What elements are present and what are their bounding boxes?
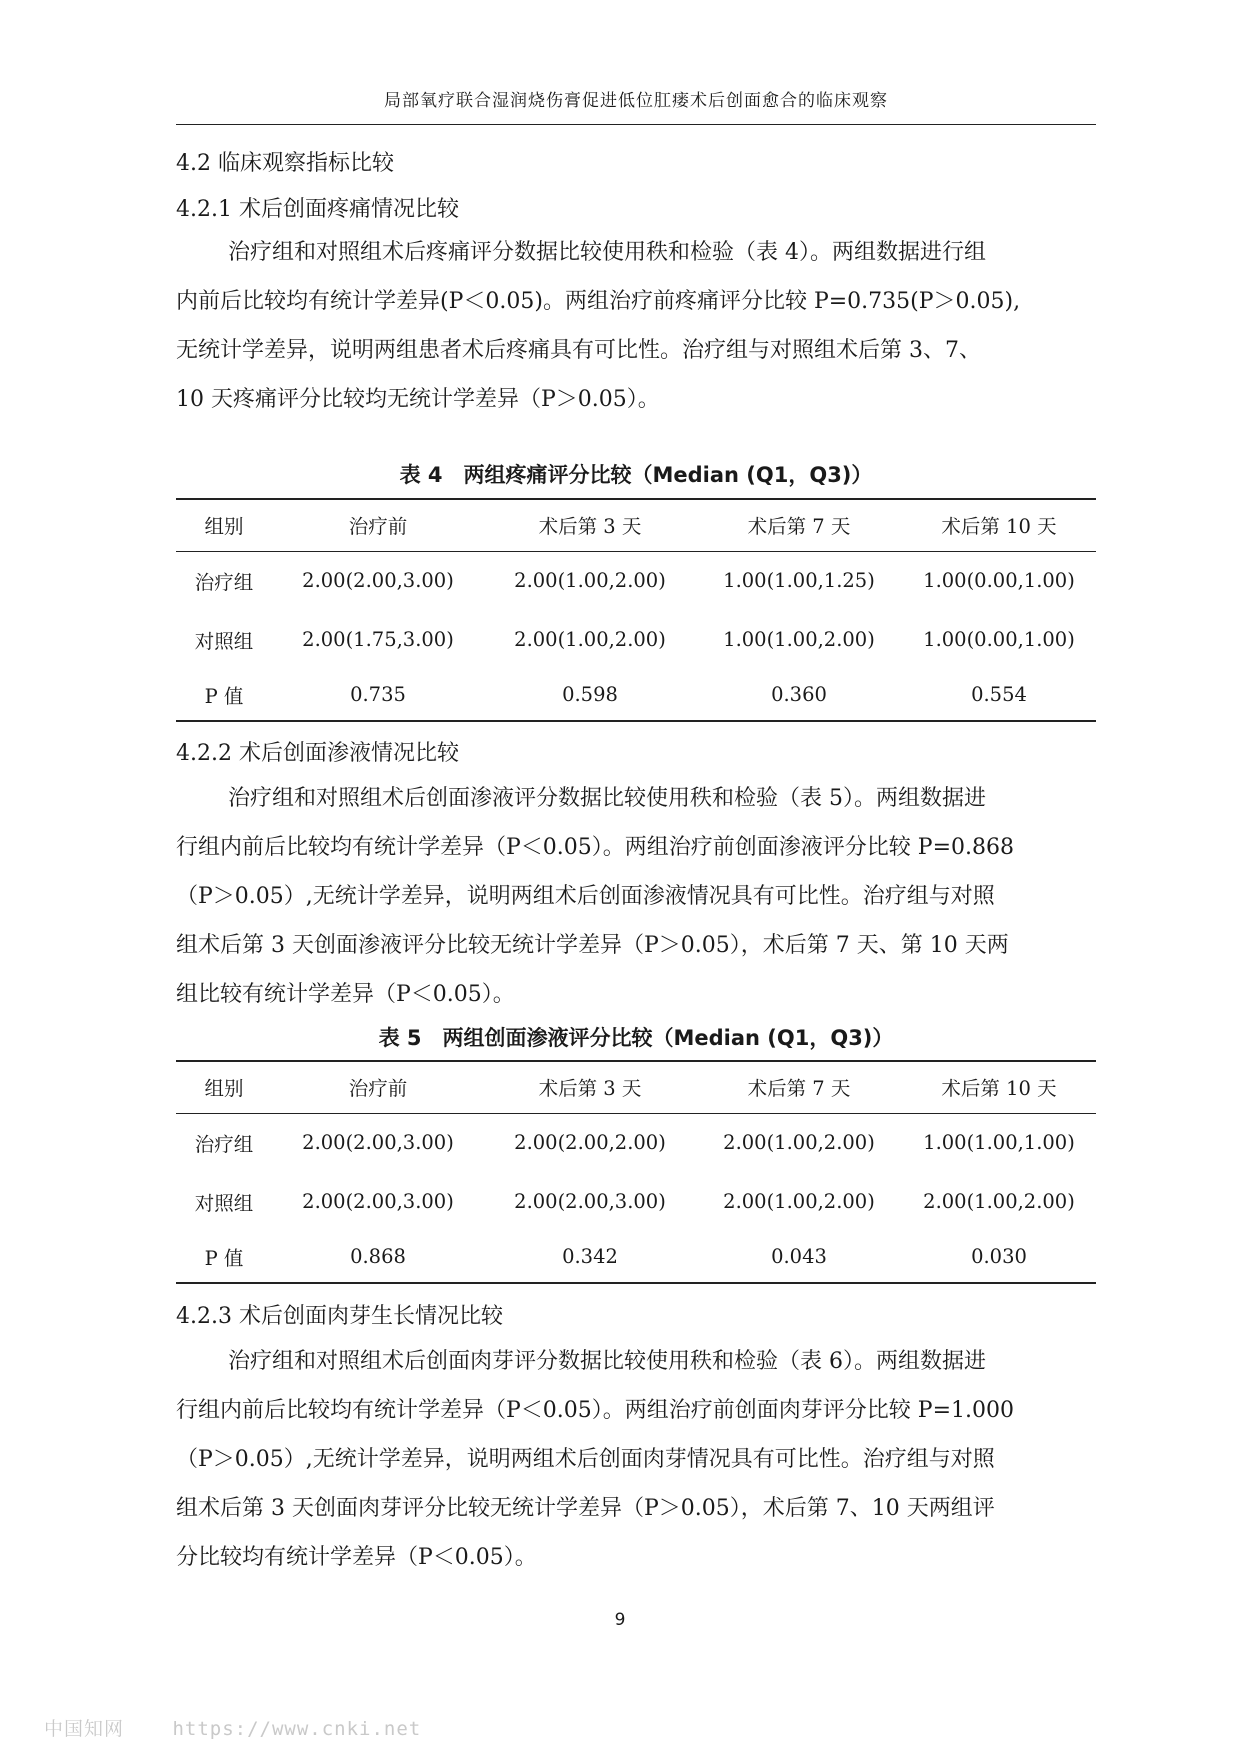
column-header: 术后第 3 天 <box>538 515 642 539</box>
paragraph-line: （P＞0.05）,无统计学差异，说明两组术后创面渗液情况具有可比性。治疗组与对照 <box>176 884 995 909</box>
table-cell: P 值 <box>204 1246 244 1270</box>
cnki-watermark <box>44 1714 421 1741</box>
table5 <box>176 1060 1096 1284</box>
running-header: 局部氧疗联合湿润烧伤膏促进低位肛瘘术后创面愈合的临床观察 <box>384 91 888 111</box>
column-header: 组别 <box>204 1077 244 1101</box>
paragraph-line: 治疗组和对照组术后疼痛评分数据比较使用秩和检验（表 4）。两组数据进行组 <box>228 240 986 265</box>
paragraph-line: 行组内前后比较均有统计学差异（P＜0.05）。两组治疗前创面肉芽评分比较 P=1.000 <box>176 1398 1015 1423</box>
table-cell: 1.00(1.00,1.25) <box>723 569 875 593</box>
paragraph-line: 行组内前后比较均有统计学差异（P＜0.05）。两组治疗前创面渗液评分比较 P=0.868 <box>176 835 1015 860</box>
table-row <box>176 1172 1096 1231</box>
table-cell: 治疗组 <box>194 1132 254 1156</box>
table-row <box>176 1113 1096 1172</box>
table-cell: 1.00(1.00,2.00) <box>723 628 875 651</box>
table-cell: 2.00(2.00,3.00) <box>514 1190 666 1213</box>
table-row <box>176 551 1096 610</box>
table-cell: P 值 <box>204 684 244 708</box>
table4 <box>176 498 1096 722</box>
table-cell: 0.598 <box>562 683 618 706</box>
table-cell: 2.00(2.00,3.00) <box>302 1131 454 1155</box>
table-cell: 对照组 <box>194 629 254 653</box>
paragraph-line: 组比较有统计学差异（P＜0.05）。 <box>176 982 515 1007</box>
table-cell: 1.00(0.00,1.00) <box>923 569 1075 593</box>
table-cell: 2.00(1.75,3.00) <box>302 628 454 651</box>
table-cell: 1.00(0.00,1.00) <box>923 628 1075 651</box>
paragraph-line: 分比较均有统计学差异（P＜0.05）。 <box>176 1545 537 1570</box>
table4-caption: 表 4 两组疼痛评分比较（Median (Q1，Q3)） <box>399 463 873 487</box>
column-header: 术后第 7 天 <box>747 1077 851 1101</box>
paragraph-pain <box>176 228 1096 424</box>
paragraph-line: 治疗组和对照组术后创面渗液评分数据比较使用秩和检验（表 5）。两组数据进 <box>228 786 986 811</box>
column-header: 术后第 3 天 <box>538 1077 642 1101</box>
section-heading-4-2-1: 4.2.1 术后创面疼痛情况比较 <box>176 197 459 222</box>
table-cell: 0.735 <box>350 683 406 706</box>
table-cell: 0.360 <box>771 683 827 706</box>
paragraph-line: 内前后比较均有统计学差异(P＜0.05)。两组治疗前疼痛评分比较 P=0.735(P＞0.05), <box>176 289 1021 314</box>
table-cell: 治疗组 <box>194 570 254 594</box>
column-header: 治疗前 <box>348 1077 408 1101</box>
table-cell: 2.00(1.00,2.00) <box>723 1190 875 1213</box>
column-header: 治疗前 <box>348 515 408 539</box>
header-rule <box>176 124 1096 125</box>
column-header: 术后第 10 天 <box>941 1077 1057 1101</box>
paragraph-granulation <box>176 1337 1096 1582</box>
paragraph-line: 组术后第 3 天创面肉芽评分比较无统计学差异（P＞0.05），术后第 7、10 天两组评 <box>176 1496 995 1521</box>
paragraph-line: 组术后第 3 天创面渗液评分比较无统计学差异（P＞0.05），术后第 7 天、第 10 天两 <box>176 933 1009 958</box>
table-cell: 0.868 <box>350 1245 406 1268</box>
table-header-row <box>176 499 1096 551</box>
table-cell: 2.00(2.00,3.00) <box>302 569 454 593</box>
table-cell: 2.00(1.00,2.00) <box>923 1190 1075 1213</box>
table-cell: 2.00(2.00,3.00) <box>302 1190 454 1213</box>
section-heading-4-2-2: 4.2.2 术后创面渗液情况比较 <box>176 741 459 766</box>
paragraph-line: 10 天疼痛评分比较均无统计学差异（P＞0.05）。 <box>176 387 660 412</box>
table-header-row <box>176 1061 1096 1113</box>
table-cell: 0.342 <box>562 1245 618 1268</box>
table-cell: 2.00(1.00,2.00) <box>723 1131 875 1155</box>
section-heading-4-2: 4.2 临床观察指标比较 <box>176 151 394 176</box>
paragraph-exudate <box>176 774 1096 1019</box>
paragraph-line: （P＞0.05）,无统计学差异，说明两组术后创面肉芽情况具有可比性。治疗组与对照 <box>176 1447 995 1472</box>
watermark-url: https://www.cnki.net <box>172 1718 422 1740</box>
column-header: 组别 <box>204 515 244 539</box>
table-cell: 0.030 <box>971 1245 1027 1268</box>
table-cell: 对照组 <box>194 1191 254 1215</box>
table-cell: 2.00(2.00,2.00) <box>514 1131 666 1155</box>
table-cell: 1.00(1.00,1.00) <box>923 1131 1075 1155</box>
column-header: 术后第 7 天 <box>747 515 851 539</box>
table-cell: 2.00(1.00,2.00) <box>514 628 666 651</box>
page-number: 9 <box>614 1610 626 1630</box>
table-cell: 0.554 <box>971 683 1027 706</box>
table-cell: 0.043 <box>771 1245 827 1268</box>
table-row <box>176 669 1096 721</box>
table-row <box>176 1231 1096 1283</box>
column-header: 术后第 10 天 <box>941 515 1057 539</box>
watermark-logo: 中国知网 <box>44 1718 125 1740</box>
table-cell: 2.00(1.00,2.00) <box>514 569 666 593</box>
table5-caption: 表 5 两组创面渗液评分比较（Median (Q1，Q3)） <box>378 1026 894 1050</box>
paragraph-line: 治疗组和对照组术后创面肉芽评分数据比较使用秩和检验（表 6）。两组数据进 <box>228 1349 986 1374</box>
section-heading-4-2-3: 4.2.3 术后创面肉芽生长情况比较 <box>176 1304 503 1329</box>
table-row <box>176 610 1096 669</box>
paragraph-line: 无统计学差异，说明两组患者术后疼痛具有可比性。治疗组与对照组术后第 3、7、 <box>176 338 981 363</box>
